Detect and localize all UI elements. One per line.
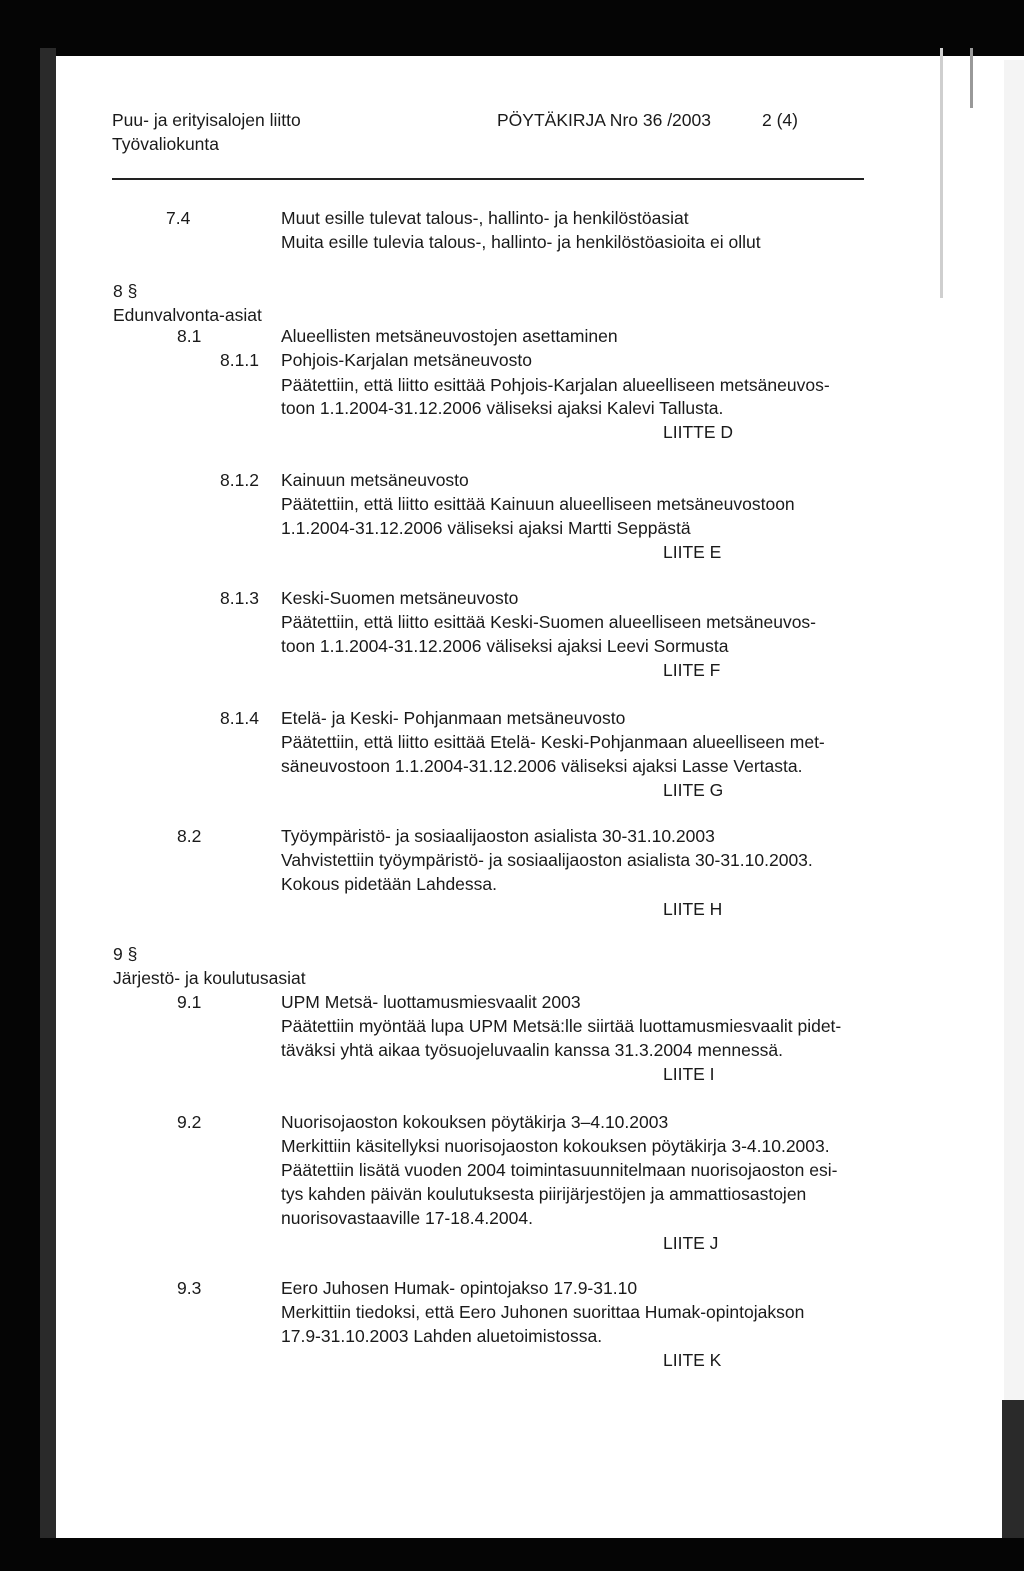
section-title: Alueellisten metsäneuvostojen asettaminen — [281, 326, 618, 346]
paragraph-mark: 8 § — [113, 281, 138, 301]
section-text: toon 1.1.2004-31.12.2006 väliseksi ajaksi Kalevi Tallusta. — [281, 398, 724, 418]
section-text: Merkittiin tiedoksi, että Eero Juhonen suorittaa Humak-opintojakson — [281, 1302, 805, 1322]
section-text: Päätettiin, että liitto esittää Etelä- Keski-Pohjanmaan alueelliseen met- — [281, 732, 825, 752]
scan-border-top — [0, 0, 1024, 56]
attachment-ref: LIITE J — [663, 1233, 719, 1253]
section-text: Päätettiin myöntää lupa UPM Metsä:lle siirtää luottamusmiesvaalit pidet- — [281, 1016, 842, 1036]
scan-border-right — [1004, 60, 1024, 1538]
section-title: Eero Juhosen Humak- opintojakso 17.9-31.10 — [281, 1278, 638, 1298]
section-number: 8.1.2 — [220, 470, 259, 490]
scan-border-left — [0, 0, 40, 1571]
section-title: Muut esille tulevat talous-, hallinto- ja henkilöstöasiat — [281, 208, 689, 228]
scan-shadow-line-2 — [970, 48, 973, 108]
section-text: Päätettiin, että liitto esittää Kainuun alueelliseen metsäneuvostoon — [281, 494, 795, 514]
section-number: 8.2 — [177, 826, 202, 846]
section-number: 9.1 — [177, 992, 202, 1012]
section-number: 8.1 — [177, 326, 202, 346]
section-title: Työympäristö- ja sosiaalijaoston asialista 30-31.10.2003 — [281, 826, 715, 846]
header-rule — [112, 178, 864, 180]
document-title: PÖYTÄKIRJA Nro 36 /2003 — [497, 110, 711, 130]
page-number: 2 (4) — [762, 110, 798, 130]
attachment-ref: LIITTE D — [663, 422, 734, 442]
scan-border-bottom — [0, 1538, 1024, 1571]
scan-border-inner — [40, 48, 56, 1538]
paragraph-title: Edunvalvonta-asiat — [113, 305, 262, 325]
section-title: Pohjois-Karjalan metsäneuvosto — [281, 350, 532, 370]
section-number: 8.1.3 — [220, 588, 259, 608]
section-text: 17.9-31.10.2003 Lahden aluetoimistossa. — [281, 1326, 603, 1346]
section-number: 9.2 — [177, 1112, 202, 1132]
scan-shadow-line — [940, 48, 943, 298]
section-title: Nuorisojaoston kokouksen pöytäkirja 3–4.10.2003 — [281, 1112, 669, 1132]
scan-mark-right — [1002, 1400, 1024, 1538]
section-text: Kokous pidetään Lahdessa. — [281, 874, 497, 894]
attachment-ref: LIITE G — [663, 780, 724, 800]
paragraph-title: Järjestö- ja koulutusasiat — [113, 968, 306, 988]
section-title: Kainuun metsäneuvosto — [281, 470, 469, 490]
section-text: Vahvistettiin työympäristö- ja sosiaalijaoston asialista 30-31.10.2003. — [281, 850, 813, 870]
section-text: nuorisovastaaville 17-18.4.2004. — [281, 1208, 533, 1228]
attachment-ref: LIITE E — [663, 542, 722, 562]
section-title: UPM Metsä- luottamusmiesvaalit 2003 — [281, 992, 581, 1012]
committee-name: Työvaliokunta — [112, 134, 220, 154]
section-text: säneuvostoon 1.1.2004-31.12.2006 väliseksi ajaksi Lasse Vertasta. — [281, 756, 803, 776]
section-number: 8.1.1 — [220, 350, 259, 370]
paragraph-mark: 9 § — [113, 944, 138, 964]
section-text: Päätettiin, että liitto esittää Keski-Suomen alueelliseen metsäneuvos- — [281, 612, 817, 632]
attachment-ref: LIITE K — [663, 1350, 722, 1370]
section-text: Päätettiin lisätä vuoden 2004 toimintasuunnitelmaan nuorisojaoston esi- — [281, 1160, 838, 1180]
section-text: 1.1.2004-31.12.2006 väliseksi ajaksi Martti Seppästä — [281, 518, 691, 538]
section-text: Muita esille tulevia talous-, hallinto- ja henkilöstöasioita ei ollut — [281, 232, 761, 252]
attachment-ref: LIITE I — [663, 1064, 715, 1084]
attachment-ref: LIITE H — [663, 899, 723, 919]
section-title: Keski-Suomen metsäneuvosto — [281, 588, 519, 608]
section-text: Päätettiin, että liitto esittää Pohjois-Karjalan alueelliseen metsäneuvos- — [281, 375, 830, 395]
section-text: täväksi yhtä aikaa työsuojeluvaalin kanssa 31.3.2004 mennessä. — [281, 1040, 783, 1060]
section-text: toon 1.1.2004-31.12.2006 väliseksi ajaksi Leevi Sormusta — [281, 636, 729, 656]
attachment-ref: LIITE F — [663, 660, 721, 680]
section-title: Etelä- ja Keski- Pohjanmaan metsäneuvosto — [281, 708, 626, 728]
section-number: 9.3 — [177, 1278, 202, 1298]
section-text: tys kahden päivän koulutuksesta piirijärjestöjen ja ammattiosastojen — [281, 1184, 807, 1204]
section-number: 7.4 — [166, 208, 191, 228]
section-text: Merkittiin käsitellyksi nuorisojaoston kokouksen pöytäkirja 3-4.10.2003. — [281, 1136, 830, 1156]
organization-name: Puu- ja erityisalojen liitto — [112, 110, 301, 130]
section-number: 8.1.4 — [220, 708, 259, 728]
